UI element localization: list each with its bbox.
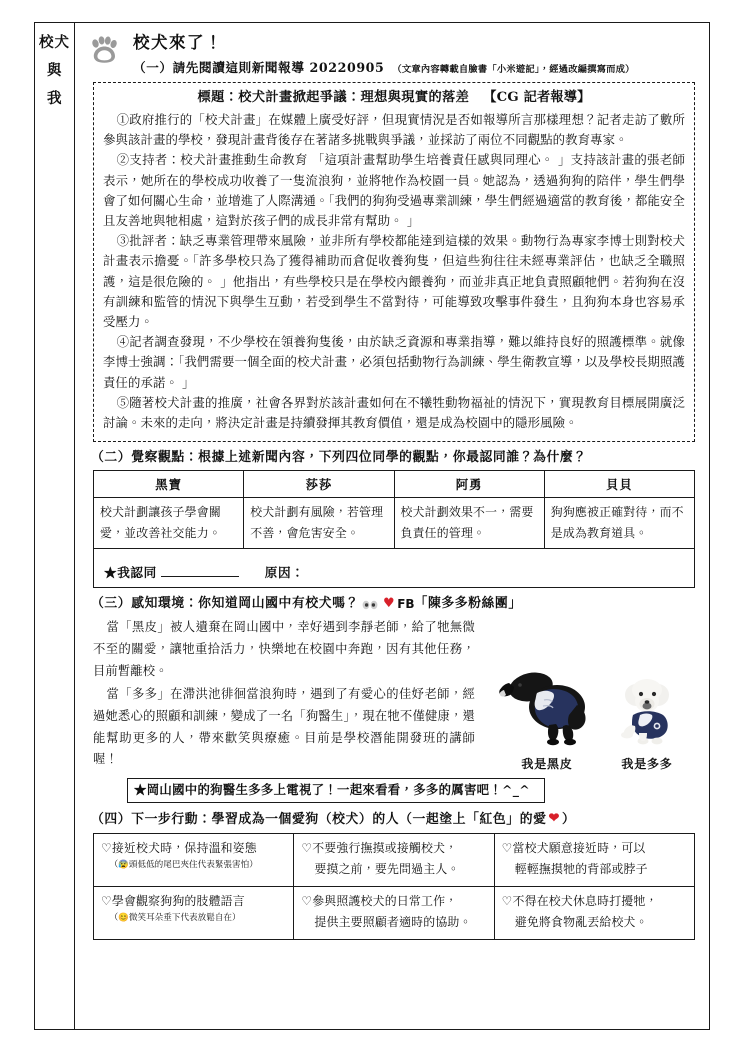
action-cell-3: [94, 887, 294, 940]
instruction-line: [133, 57, 701, 76]
section3-paragraph-2: 當「多多」在滯洪池徘徊當浪狗時，遇到了有愛心的佳妤老師，經過她悉心的照顧和訓練，變成了一名「狗醫生」，現在牠不僅健康，還能幫助更多的人，帶來歡笑與療癒。目前是學校潛能開發班的講師喔！: [93, 686, 475, 767]
action-cell-5-line2: 避免將食物亂丟給校犬。: [514, 914, 648, 929]
worksheet-main-column: [75, 23, 709, 1029]
news-paragraph-2: ②支持者：校犬計畫推動生命教育 「這項計畫幫助學生培養責任感與同理心。 」支持該計畫的張老師表示，她所在的學校成功收養了一隻流浪狗，並將牠作為校園一員。她認為，透過狗狗的陪伴，學生們學會了如何關心生命，並增進了人際溝通。「我們的狗狗受過專業訓練，學生們經過適當的教育後，都能安全且友善地與牠相處，這對於孩子們的成長非常有幫助。 」: [103, 152, 685, 228]
photo-cell-black-dog: [491, 663, 603, 772]
source-note: （文章內容轉載自臉書「小米遊記」，經過改編撰寫而成）: [392, 63, 635, 75]
opinion-col-0: 黑寶: [94, 471, 244, 498]
header-text-group: [129, 33, 701, 76]
section4-heading-text: （四）下一步行動：學習成為一個愛狗（校犬）的人（一起塗上「紅色」的愛: [91, 811, 547, 827]
action-cell-2-line1: ♡當校犬願意接近時，可以: [501, 841, 646, 856]
section3-heading-text: （三）感知環境：你知道岡山國中有校犬嗎？: [91, 596, 359, 612]
fb-label: FB: [397, 596, 415, 611]
paw-print-icon: [87, 36, 121, 64]
opinion-header-row: [94, 471, 695, 498]
white-poodle-caption: 我是多多: [621, 757, 673, 772]
opinion-table-wrapper: [93, 470, 695, 588]
action-table: [93, 833, 695, 939]
opinion-cell-3: 狗狗應被正確對待，而不是成為教育道具。: [544, 498, 694, 549]
news-headline: 標題：校犬計畫掀起爭議：理想與現實的落差: [197, 89, 470, 105]
fb-page-name: 「陳多多粉絲團」: [414, 596, 522, 612]
section3-paragraph-1: 當「黑皮」被人遺棄在岡山國中，幸好遇到李靜老師，給了牠無微不至的關愛，讓牠重拾活力，快樂地在校園中奔跑，因有其他任務，目前暫離校。: [93, 620, 475, 678]
news-paragraph-1: ①政府推行的「校犬計畫」在媒體上廣受好評，但現實情況是否如報導所言那樣理想？記者走訪了數所參與該計畫的學校，發現計畫背後存在著諸多挑戰與爭議，並採訪了兩位不同觀點的教育專家。: [103, 111, 685, 147]
reason-label: 原因：: [264, 565, 305, 581]
white-poodle-photo: [609, 673, 685, 751]
action-cell-0: [94, 834, 294, 887]
news-byline: 【CG 記者報導】: [483, 89, 591, 105]
action-row-1: [94, 834, 695, 887]
section3-text-block: [93, 617, 475, 772]
opinion-cell-0: 校犬計劃讓孩子學會關愛，並改善社交能力。: [94, 498, 244, 549]
worksheet-header: [85, 29, 701, 78]
agree-label: ★我認同: [104, 565, 157, 581]
section4-heading: [91, 811, 701, 828]
agree-answer-row: [93, 549, 695, 588]
action-cell-4-line1: ♡參與照護校犬的日常工作，: [301, 894, 458, 909]
section3-heading: [91, 596, 701, 613]
dog-photos-group: [481, 617, 695, 772]
opinion-col-1: 莎莎: [244, 471, 394, 498]
action-cell-4: [294, 887, 494, 940]
section3-body: [93, 617, 695, 772]
action-cell-2: [494, 834, 694, 887]
opinion-cell-1: 校犬計劃有風險，若管理不善，會危害安全。: [244, 498, 394, 549]
action-cell-4-line2: 提供主要照顧者適時的協助。: [314, 914, 472, 929]
opinion-table: [93, 470, 695, 549]
action-row-2: [94, 887, 695, 940]
section2-heading: （二）覺察觀點：根據上述新聞內容，下列四位同學的觀點，你最認同誰？為什麼？: [91, 449, 587, 465]
eyes-emoji-icon: [362, 600, 378, 610]
news-article-box: [93, 82, 695, 442]
news-paragraph-4: ④記者調查發現，不少學校在領養狗隻後，由於缺乏資源和專業指導，難以維持良好的照護標準。就像李博士強調：「我們需要一個全面的校犬計畫，必須包括動物行為訓練、學生衛教宣導，以及學校長期照護責任的承諾。 」: [103, 334, 685, 390]
action-cell-0-note: （😰頭低低的尾巴夾住代表緊張害怕）: [109, 860, 258, 871]
action-cell-0-line1: ♡接近校犬時，保持溫和姿態: [101, 841, 257, 856]
vertical-title-char-0: 校犬: [39, 34, 70, 51]
red-heart-icon-2: ❤: [548, 811, 560, 827]
action-cell-3-line1: ♡學會觀察狗狗的肢體語言: [101, 894, 245, 909]
action-cell-5-line1: ♡不得在校犬休息時打擾牠，: [501, 894, 658, 909]
action-cell-1-line2: 要摸之前，要先問過主人。: [314, 862, 460, 877]
tv-announcement-banner: ★岡山國中的狗醫生多多上電視了！一起來看看，多多的厲害吧！^_^: [127, 778, 545, 803]
agree-blank-input[interactable]: [161, 563, 239, 577]
worksheet-frame: [34, 22, 710, 1030]
red-heart-icon: ♥: [382, 596, 396, 612]
action-cell-5: [494, 887, 694, 940]
action-cell-2-line2: 輕輕撫摸牠的背部或脖子: [514, 862, 648, 877]
vertical-title-char-2: 我: [47, 89, 62, 107]
news-headline-row: [103, 89, 685, 106]
action-table-wrapper: [93, 833, 695, 939]
section4-heading-suffix: ）: [562, 811, 576, 827]
opinion-value-row: [94, 498, 695, 549]
black-dog-caption: 我是黑皮: [521, 757, 573, 772]
news-paragraph-5: ⑤隨著校犬計畫的推廣，社會各界對於該計畫如何在不犧牲動物福祉的情況下，實現教育目標展開廣泛討論。未來的走向，將決定計畫是持續發揮其教育價值，還是成為校園中的隱形風險。: [103, 395, 685, 431]
opinion-col-2: 阿勇: [394, 471, 544, 498]
news-paragraph-3: ③批評者：缺乏專業管理帶來風險，並非所有學校都能達到這樣的效果。動物行為專家李博士則對校犬計畫表示擔憂。「許多學校只為了獲得補助而倉促收養狗隻，但這些狗往往未經專業評估，也缺乏全職照護，這是很危險的。 」他指出，有些學校只是在學校內餵養狗，而並非真正地負責照顧牠們。若狗狗在沒有訓練和監管的情況下與學生互動，若受到學生不當對待，可能導致攻擊事件發生，且狗狗本身也容易承受壓力。: [103, 233, 685, 329]
opinion-cell-2: 校犬計劃效果不一，需要負責任的管理。: [394, 498, 544, 549]
opinion-col-3: 貝貝: [544, 471, 694, 498]
vertical-title-char-1: 與: [47, 61, 62, 79]
vertical-title-strip: [35, 23, 75, 1029]
page-title: 校犬來了！: [133, 33, 223, 52]
action-cell-1-line1: ♡不要強行撫摸或接觸校犬，: [301, 841, 458, 856]
instruction-text: （一）請先閱讀這則新聞報導 20220905: [133, 59, 385, 75]
photo-cell-white-poodle: [609, 673, 685, 772]
action-cell-3-note: （😊微笑耳朵垂下代表放鬆自在）: [109, 912, 241, 923]
black-dog-photo: [491, 663, 603, 751]
action-cell-1: [294, 834, 494, 887]
